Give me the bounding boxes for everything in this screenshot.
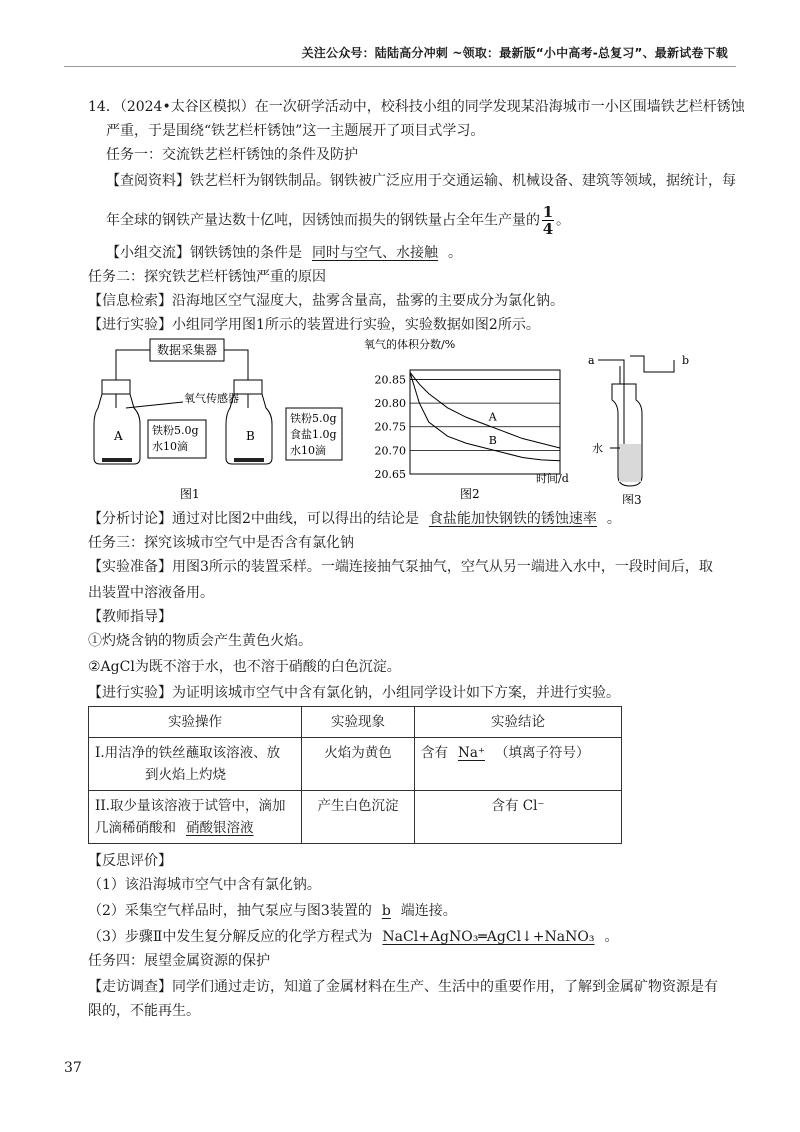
answer-port: b — [381, 903, 391, 919]
row2-phenomenon: 产生白色沉淀 — [302, 791, 415, 844]
wire-right — [224, 350, 248, 380]
row2-conclusion: 含有 Cl⁻ — [415, 791, 622, 844]
contents-b-3: 水10滴 — [290, 444, 326, 457]
task1-heading: 任务一：交流铁艺栏杆锈蚀的条件及防护 — [106, 147, 358, 163]
figure-3 — [584, 344, 704, 504]
header-phenomenon: 实验现象 — [302, 707, 415, 738]
outlet-tube — [630, 356, 674, 372]
figure-3-caption: 图3 — [622, 493, 642, 504]
chart-ytick-label: 20.85 — [374, 373, 406, 387]
chart-plot-frame — [410, 370, 560, 474]
prep-1: 【实验准备】用图3所示的装置采样。一端连接抽气泵抽气，空气从另一端进入水中，一段时间后，取 — [88, 559, 713, 575]
contents-b-2: 食盐1.0g — [290, 428, 337, 441]
row2-operation: II.取少量该溶液于试管中，滴加 几滴稀硝酸和 硝酸银溶液 — [89, 791, 302, 844]
experiment-2-intro: 【进行实验】为证明该城市空气中含有氯化钠，小组同学设计如下方案，并进行实验。 — [88, 685, 620, 701]
group-discussion: 【小组交流】钢铁锈蚀的条件是 同时与空气、水接触 。 — [106, 245, 462, 261]
page-number: 37 — [64, 1060, 82, 1076]
wire-left — [116, 350, 150, 380]
chart-series-label-A: A — [488, 410, 497, 424]
port-b-label: b — [682, 354, 690, 367]
task4-heading: 任务四：展望金属资源的保护 — [88, 953, 270, 969]
contents-a-1: 铁粉5.0g — [152, 424, 199, 437]
analysis: 【分析讨论】通过对比图2中曲线，可以得出的结论是 食盐能加快钢铁的锈蚀速率 。 — [88, 511, 621, 527]
contents-b-1: 铁粉5.0g — [290, 412, 337, 425]
reference-1: 【查阅资料】铁艺栏杆为钢铁制品。钢铁被广泛应用于交通运输、机械设备、建筑等领域，据统计，每 — [106, 173, 736, 189]
row1-conclusion: 含有 Na⁺ （填离子符号） — [415, 738, 622, 791]
question-stem-1: 14．（2024•太谷区模拟）在一次研学活动中，校科技小组的同学发现某沿海城市一小区围墙铁艺栏杆锈蚀 — [88, 99, 745, 115]
contents-a-2: 水10滴 — [152, 440, 188, 453]
chart-ylabel: 氧气的体积分数/% — [364, 338, 456, 351]
reference-2: 年全球的钢铁产量达数十亿吨，因锈蚀而损失的钢铁量占全年生产量的 $\frac{1}{4}$ 。 — [106, 203, 570, 238]
teacher-guidance: 【教师指导】 — [88, 609, 172, 625]
page-header: 关注公众号：陆陆高分冲刺 ~领取：最新版“小中高考-总复习”、最新试卷下载 — [301, 46, 728, 60]
iron-powder-a — [102, 458, 132, 462]
figure-2-caption: 图2 — [460, 487, 480, 501]
experiment-intro: 【进行实验】小组同学用图1所示的装置进行实验，实验数据如图2所示。 — [88, 317, 540, 333]
chart-ytick-label: 20.65 — [374, 468, 406, 481]
water-fill — [619, 444, 641, 482]
chart-series-line-B — [410, 372, 560, 460]
header-operation: 实验操作 — [89, 707, 302, 738]
answer-equation: NaCl+AgNO₃═AgCl↓+NaNO₃ — [382, 929, 595, 945]
info-retrieval: 【信息检索】沿海地区空气湿度大，盐雾含量高，盐雾的主要成分为氯化钠。 — [88, 293, 564, 309]
table-row — [89, 738, 622, 791]
stopper-a — [102, 380, 130, 394]
bottle-b-label: B — [246, 429, 255, 443]
chart-ytick-label: 20.75 — [374, 420, 406, 434]
figure-1-caption: 图1 — [180, 487, 200, 501]
task3-heading: 任务三：探究该城市空气中是否含有氯化钠 — [88, 535, 354, 551]
answer-conclusion: 食盐能加快钢铁的锈蚀速率 — [428, 511, 597, 527]
chart-series-line-A — [410, 372, 560, 448]
row1-phenomenon: 火焰为黄色 — [302, 738, 415, 791]
chart-ytick-label: 20.80 — [374, 397, 406, 411]
port-a-label: a — [588, 354, 595, 367]
visit-2: 限的，不能再生。 — [88, 1003, 200, 1019]
reflection-2: （2）采集空气样品时，抽气泵应与图3装置的 b 端连接。 — [88, 903, 457, 919]
header-conclusion: 实验结论 — [415, 707, 622, 738]
table-header-row — [89, 707, 622, 738]
fraction-one-quarter: $\frac{1}{4}$ — [542, 203, 554, 238]
tip-1: ①灼烧含钠的物质会产生黄色火焰。 — [88, 633, 312, 649]
collector-label: 数据采集器 — [156, 343, 218, 357]
task2-heading: 任务二：探究铁艺栏杆锈蚀严重的原因 — [88, 269, 326, 285]
figure-2-chart — [360, 334, 580, 504]
sensor-label: 氧气传感器 — [184, 392, 239, 405]
chart-xlabel: 时间/d — [536, 472, 569, 485]
experiment-table — [88, 706, 622, 844]
visit-1: 【走访调查】同学们通过走访，知道了金属材料在生产、生活中的重要作用，了解到金属矿物资源是有 — [88, 979, 718, 995]
water-label: 水 — [592, 442, 603, 455]
sensor-pointer — [126, 402, 183, 408]
tip-2: ②AgCl为既不溶于水，也不溶于硝酸的白色沉淀。 — [88, 659, 401, 675]
table-row — [89, 791, 622, 844]
header-divider — [64, 66, 736, 67]
reflection-3: （3）步骤Ⅱ中发生复分解反应的化学方程式为 NaCl+AgNO₃═AgCl↓+NaNO₃ 。 — [88, 929, 619, 945]
answer-reagent: 硝酸银溶液 — [186, 820, 254, 836]
chart-series-label-B: B — [488, 434, 497, 447]
figure-1 — [88, 334, 350, 504]
row1-operation: I.用洁净的铁丝蘸取该溶液、放 到火焰上灼烧 — [89, 738, 302, 791]
reflection-1: （1）该沿海城市空气中含有氯化钠。 — [88, 877, 321, 893]
bottle-a-label: A — [114, 429, 123, 443]
reflection-heading: 【反思评价】 — [88, 853, 172, 869]
answer-ion: Na⁺ — [458, 745, 485, 761]
prep-2: 出装置中溶液备用。 — [88, 585, 214, 601]
chart-ytick-label: 20.70 — [374, 444, 406, 458]
iron-powder-b — [234, 458, 264, 462]
answer-rust-condition: 同时与空气、水接触 — [312, 245, 438, 261]
question-stem-2: 严重，于是围绕“铁艺栏杆锈蚀”这一主题展开了项目式学习。 — [106, 123, 485, 139]
